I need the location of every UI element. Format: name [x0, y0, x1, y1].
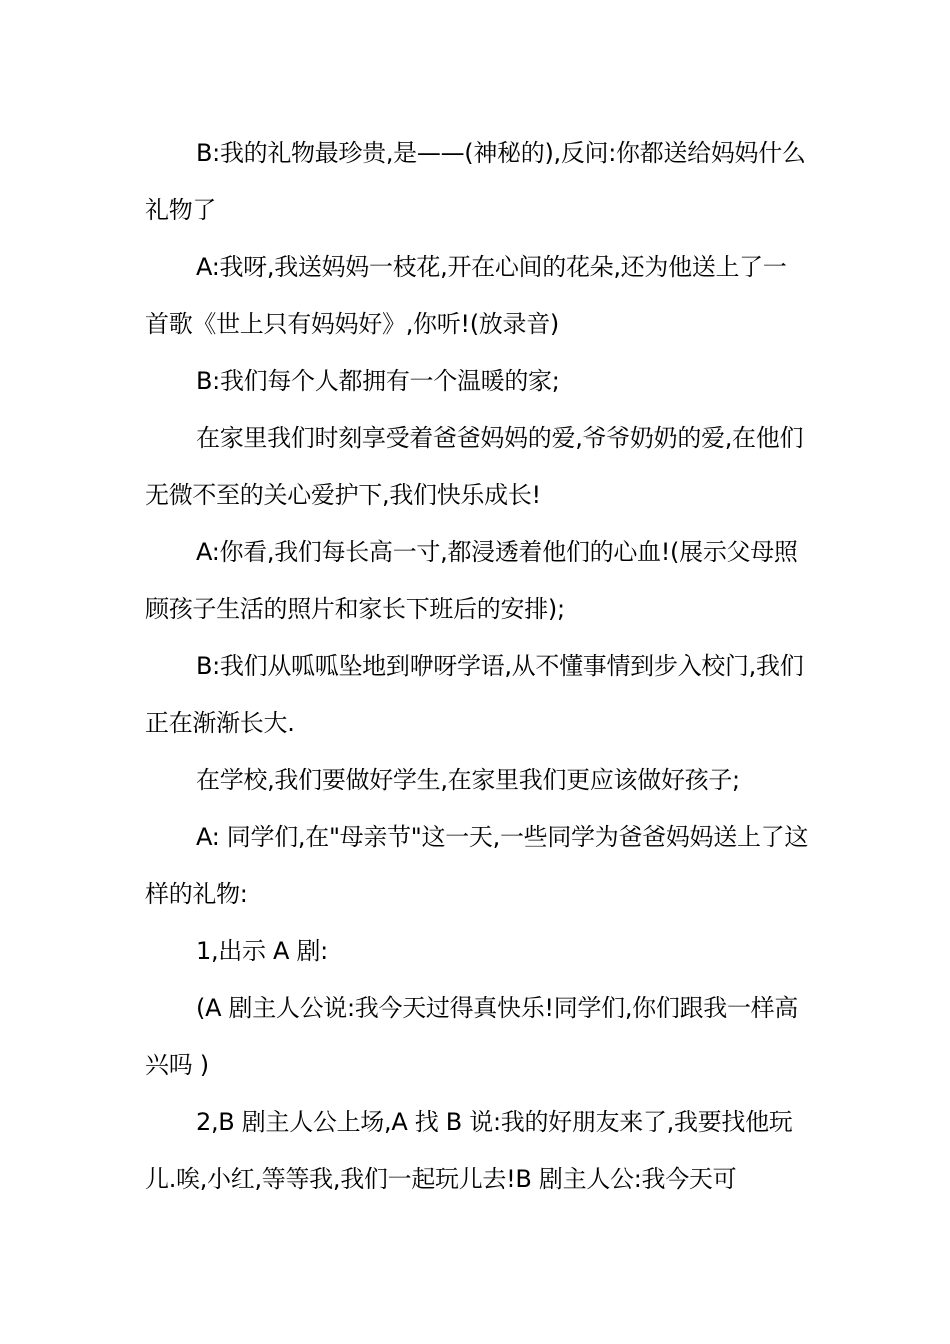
- paragraph: B:我们每个人都拥有一个温暖的家;: [196, 367, 560, 395]
- paragraph: 在家里我们时刻享受着爸爸妈妈的爱,爷爷奶奶的爱,在他们无微不至的关心爱护下,我们快乐成长!: [145, 424, 804, 509]
- paragraph: (A 剧主人公说:我今天过得真快乐!同学们,你们跟我一样高兴吗 ): [145, 994, 799, 1079]
- paragraph: B:我们从呱呱坠地到咿呀学语,从不懂事情到步入校门,我们正在渐渐长大.: [145, 652, 804, 737]
- paragraph: B:我的礼物最珍贵,是——(神秘的),反问:你都送给妈妈什么礼物了: [145, 139, 806, 224]
- paragraph: 1,出示 A 剧:: [196, 937, 328, 965]
- paragraph: 2,B 剧主人公上场,A 找 B 说:我的好朋友来了,我要找他玩儿.唉,小红,等等我,我们一起玩儿去!B 剧主人公:我今天可: [145, 1108, 793, 1193]
- paragraph: 在学校,我们要做好学生,在家里我们更应该做好孩子;: [196, 766, 740, 794]
- paragraph: A:你看,我们每长高一寸,都浸透着他们的心血!(展示父母照顾孩子生活的照片和家长下班后的安排);: [145, 538, 798, 623]
- paragraph: A:我呀,我送妈妈一枝花,开在心间的花朵,还为他送上了一首歌《世上只有妈妈好》,你听!(放录音): [145, 253, 787, 338]
- document-body: [145, 125, 810, 1208]
- paragraph: A: 同学们,在"母亲节"这一天,一些同学为爸爸妈妈送上了这样的礼物:: [145, 823, 809, 908]
